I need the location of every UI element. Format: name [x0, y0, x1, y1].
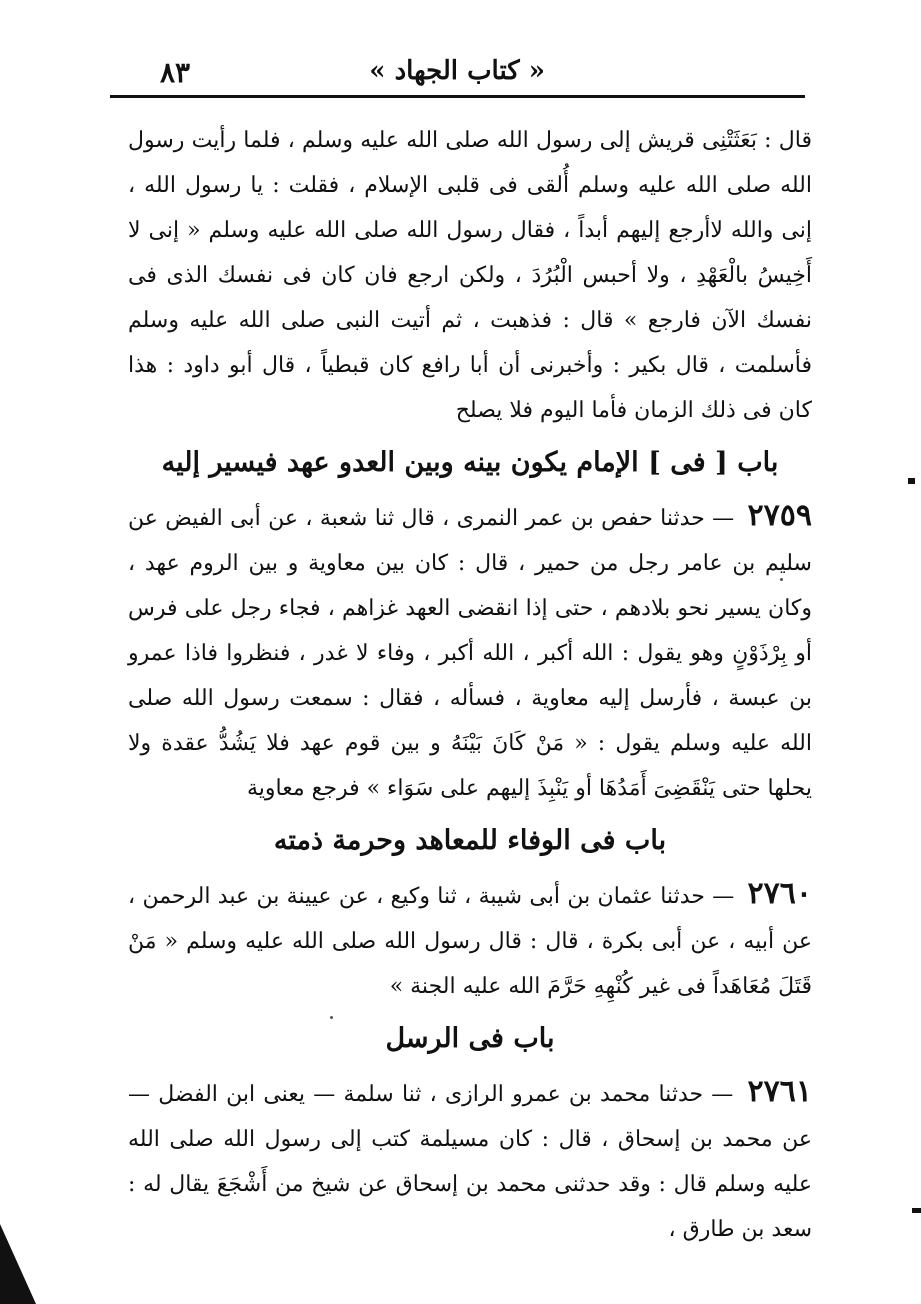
- chapter-heading-1: باب [ فى ] الإمام يكون بينه وبين العدو عهد فيسير إليه: [161, 447, 779, 478]
- header-rule: [110, 95, 805, 98]
- hadith-2759: [128, 493, 812, 811]
- scan-speck: [330, 1016, 333, 1019]
- scan-edge-mark-right: [908, 478, 915, 484]
- hadith-text-2761: — حدثنا محمد بن عمرو الرازى ، ثنا سلمة — يعنى ابن الفضل — عن محمد بن إسحاق ، قال : كان مسيلمة كتب إلى رسول الله صلى الله عليه وسلم قال : وقد حدثنى محمد بن إسحاق عن شيخ من أَشْجَعَ يقال له : سعد بن طارق ،: [128, 1082, 812, 1242]
- hadith-number-2759: ٢٧٥٩: [747, 498, 812, 533]
- running-header: [120, 52, 810, 96]
- scan-corner-shadow: [0, 1224, 36, 1304]
- hadith-text-2759: — حدثنا حفص بن عمر النمرى ، قال ثنا شعبة ، عن أبى الفيض عن سليم بن عامر رجل من حمير ، قال : كان بين معاوية و بين الروم عهد ، وكان يسير نحو بلادهم ، حتى إذا انقضى العهد غزاهم ، فجاء رجل على فرس أو بِرْذَوْنٍ وهو يقول : الله أكبر ، الله أكبر ، وفاء لا غدر ، فنظروا فاذا عمرو بن عبسة ، فأرسل إليه معاوية ، فسأله ، فقال : سمعت رسول الله صلى الله عليه وسلم يقول : « مَنْ كَانَ بَيْنَهُ و بين قوم عهد فلا يَشُدُّ عقدة ولا يحلها حتى يَنْقَضِىَ أَمَدُهَا أو يَنْبِذَ إليهم على سَوَاء » فرجع معاوية: [128, 506, 812, 801]
- page-number: ٨٣: [160, 56, 191, 89]
- scan-speck: [780, 578, 783, 581]
- hadith-number-2761: ٢٧٦١: [747, 1074, 812, 1109]
- hadith-2760: [128, 871, 812, 1009]
- hadith-2761: [128, 1069, 812, 1252]
- hadith-text-2760: — حدثنا عثمان بن أبى شيبة ، ثنا وكيع ، عن عيينة بن عبد الرحمن ، عن أبيه ، عن أبى بكرة ، قال : قال رسول الله صلى الله عليه وسلم « مَنْ قَتَلَ مُعَاهَداً فى غير كُنْهِهِ حَرَّمَ الله عليه الجنة »: [128, 884, 812, 999]
- hadith-number-2760: ٢٧٦٠: [747, 876, 812, 911]
- paragraph-continued: قال : بَعَثَتْنِى قريش إلى رسول الله صلى الله عليه وسلم ، فلما رأيت رسول الله صلى الله عليه وسلم أُلقى فى قلبى الإسلام ، فقلت : يا رسول الله ، إنى والله لاأرجع إليهم أبداً ، فقال رسول الله صلى الله عليه وسلم « إنى لا أَخِيسُ بالْعَهْدِ ، ولا أحبس الْبُرُدَ ، ولكن ارجع فان كان فى نفسك الذى فى نفسك الآن فارجع » قال : فذهبت ، ثم أتيت النبى صلى الله عليه وسلم فأسلمت ، قال بكير : وأخبرنى أن أبا رافع كان قبطياً ، قال أبو داود : هذا كان فى ذلك الزمان فأما اليوم فلا يصلح: [128, 128, 812, 423]
- chapter-heading-3: باب فى الرسل: [385, 1023, 555, 1054]
- book-title: « كتاب الجهاد »: [369, 56, 545, 86]
- chapter-heading-2: باب فى الوفاء للمعاهد وحرمة ذمته: [273, 825, 667, 856]
- scan-edge-mark-right-lower: [912, 1208, 921, 1213]
- page-body: [128, 118, 812, 1252]
